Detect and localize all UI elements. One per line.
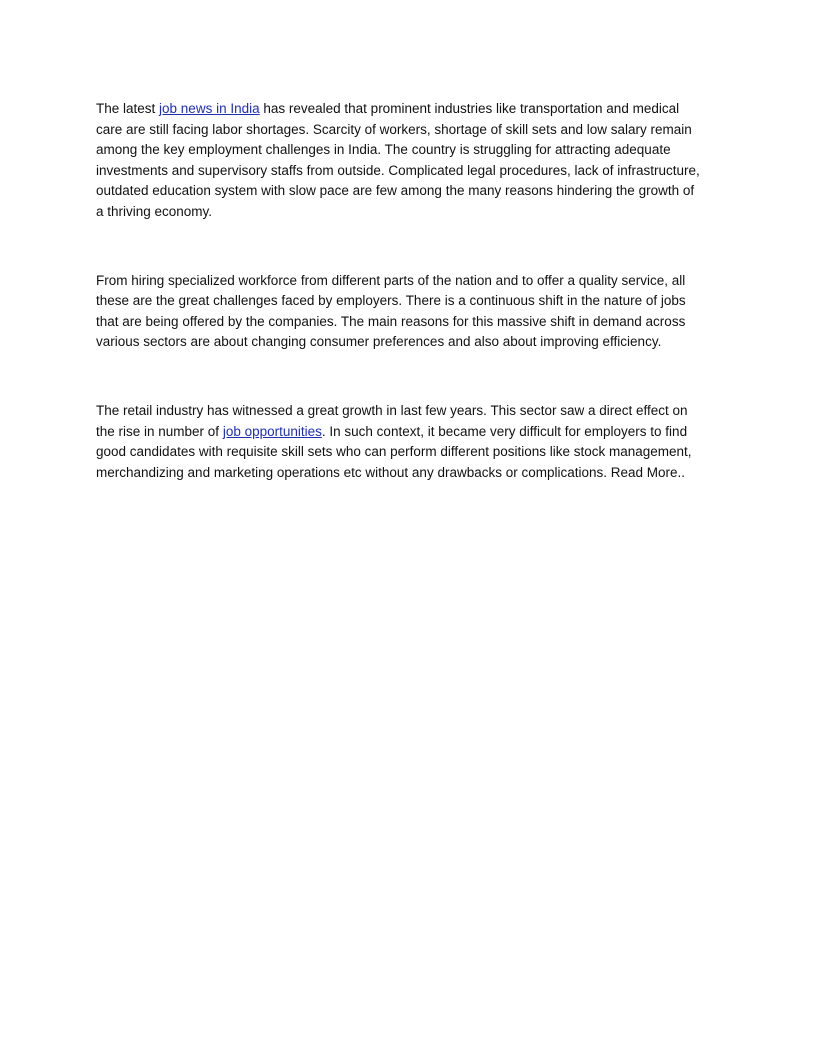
job-news-in-india-link[interactable]: job news in India bbox=[159, 101, 260, 116]
paragraph-line: various sectors are about changing consumer preferences and also about improving efficiency. bbox=[96, 334, 662, 350]
paragraph-line: these are the great challenges faced by employers. There is a continuous shift in the nature of jobs bbox=[96, 293, 686, 309]
document-page bbox=[96, 99, 712, 483]
paragraph-line: among the key employment challenges in India. The country is struggling for attracting adequate bbox=[96, 142, 671, 158]
paragraph-line: merchandizing and marketing operations etc without any drawbacks or complications. Read More.. bbox=[96, 464, 686, 480]
paragraph-line: care are still facing labor shortages. Scarcity of workers, shortage of skill sets and low salary remain bbox=[96, 121, 692, 137]
paragraph-retail-industry bbox=[96, 401, 712, 483]
paragraph-line: that are being offered by the companies. The main reasons for this massive shift in demand across bbox=[96, 313, 686, 329]
text-segment: has revealed that prominent industries like transportation and medical bbox=[259, 101, 680, 116]
paragraph-line: a thriving economy. bbox=[96, 203, 213, 219]
paragraph-line: From hiring specialized workforce from different parts of the nation and to offer a quality service, all bbox=[96, 272, 686, 288]
job-opportunities-link[interactable]: job opportunities bbox=[222, 423, 322, 439]
paragraph-line bbox=[96, 422, 712, 443]
paragraph-line: good candidates with requisite skill sets who can perform different positions like stock management, bbox=[96, 444, 692, 460]
paragraph-line: outdated education system with slow pace are few among the many reasons hindering the growth of bbox=[96, 183, 695, 199]
paragraph-job-news bbox=[96, 99, 712, 223]
paragraph-line: investments and supervisory staffs from outside. Complicated legal procedures, lack of infrastructure, bbox=[96, 162, 700, 178]
paragraph-line: The retail industry has witnessed a great growth in last few years. This sector saw a direct effect on bbox=[96, 402, 688, 418]
text-segment: . In such context, it became very difficult for employers to find bbox=[321, 423, 688, 439]
paragraph-hiring-challenges bbox=[96, 271, 712, 353]
text-segment: The latest bbox=[96, 101, 160, 116]
text-segment: the rise in number of bbox=[96, 423, 223, 439]
paragraph-line bbox=[96, 99, 712, 120]
